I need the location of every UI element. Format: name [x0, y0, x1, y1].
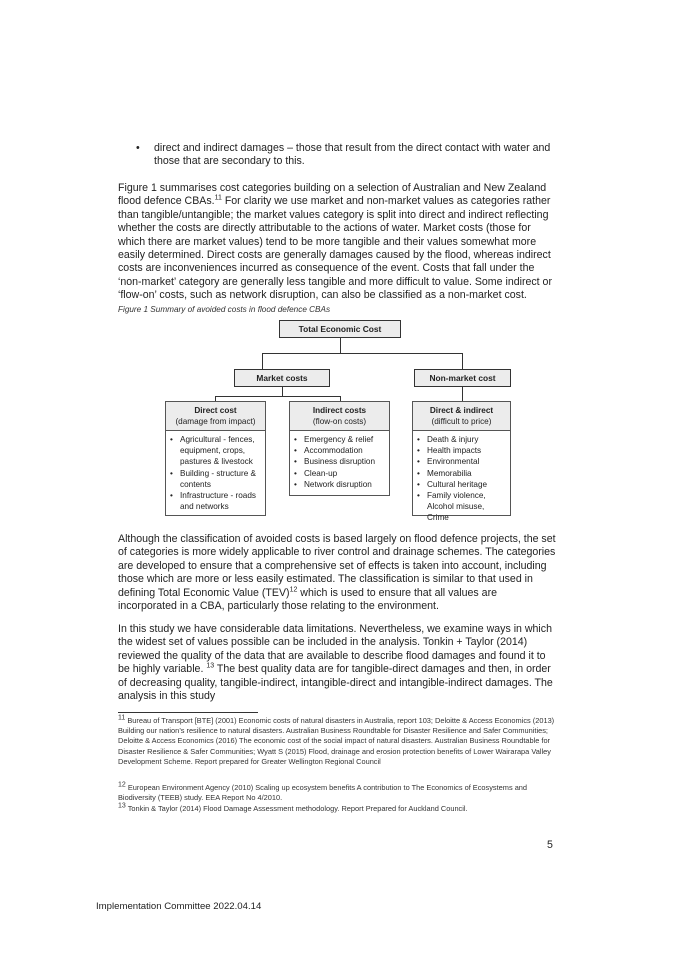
footnote-12: 12 European Environment Agency (2010) Scaling up ecosystem benefits A contribution to The Economics of Ecosystems and Biodiversity (TEEB) study. EEA Report No 4/2010. [118, 781, 528, 803]
list-item: • Cultural heritage [417, 479, 506, 490]
page-number: 5 [547, 839, 553, 851]
list-item: • Network disruption [294, 479, 385, 490]
footnote-ref-13[interactable]: 13 [206, 662, 215, 670]
list-item: • Business disruption [294, 456, 385, 467]
bullet-text: direct and indirect damages – those that result from the direct contact with water and those that are secondary to this. [154, 142, 551, 168]
connector-line [340, 396, 341, 401]
column-title: Indirect costs [312, 406, 367, 415]
direct-cost-column [165, 401, 266, 516]
column-subtitle: (damage from impact) [175, 417, 256, 426]
list-item: • Emergency & relief [294, 434, 385, 445]
total-economic-cost-box: Total Economic Cost [279, 320, 401, 338]
indirect-costs-column [289, 401, 390, 496]
list-item: • Health impacts [417, 445, 506, 456]
footnote-13: 13 Tonkin & Taylor (2014) Flood Damage Assessment methodology. Report Prepared for Auckland Council. [118, 802, 468, 813]
footnote-ref-11[interactable]: 11 [214, 194, 222, 202]
bullet-symbol: • [136, 142, 140, 154]
market-costs-box: Market costs [234, 369, 330, 387]
footnote-11: 11 Bureau of Transport [BTE] (2001) Economic costs of natural disasters in Australia, report 103; Deloitte & Access Economics (2013) Building our nation’s resilience to natural disasters. Australian Business Roundtable for Disaster Resilience and Safer Communities; Deloitte & Access Economics (2016) The economic cost of the social impact of natural disasters. Australian Business Roundtable for Disaster Resilience & Safer Communities; Wyatt S (2015) Flood, drainage and erosion protection benefits of Lower Wairarapa Valley Development Scheme. Report prepared for Greater Wellington Regional Council [118, 714, 555, 766]
connector-line [262, 353, 263, 369]
footnote-divider [118, 712, 258, 713]
footnote-ref-12[interactable]: 12 [289, 586, 298, 594]
list-item: • Building - structure & contents [170, 468, 261, 490]
list-item: • Infrastructure - roads and networks [170, 490, 261, 512]
connector-line [462, 353, 463, 369]
connector-line [215, 396, 216, 401]
figure-caption: Figure 1 Summary of avoided costs in flood defence CBAs [118, 305, 331, 314]
column-subtitle: (difficult to price) [431, 417, 492, 426]
connector-line [340, 338, 341, 353]
list-item: • Memorabilia [417, 468, 506, 479]
list-item: • Agricultural - fences, equipment, crops, pastures & livestock [170, 434, 261, 468]
column-subtitle: (flow-on costs) [312, 417, 367, 426]
list-item: • Environmental [417, 456, 506, 467]
direct-indirect-column [412, 401, 511, 523]
paragraph-1: Figure 1 summarises cost categories building on a selection of Australian and New Zealand flood defence CBAs.$^{11}$ For clarity we use market and non-market values as categories rather than tangible/untangible; the market values category is split into direct and indirect reflecting whether the costs are directly attributable to the actions of water. Market costs (those for which there are market values) tend to be more tangible and their values somewhat more easily determined. Direct costs are generally damages caused by the flood, whereas indirect costs are inconveniences incurred as consequence of the event. Costs that fall under the ‘non-market’ category are generally less tangible and more difficult to value. Some indirect or ‘flow-on’ costs, such as network disruption, can also be classified as a non-market cost. [118, 182, 552, 302]
connector-line [462, 387, 463, 401]
list-item: • Clean-up [294, 468, 385, 479]
column-title: Direct & indirect [429, 406, 494, 415]
paragraph-2: Although the classification of avoided costs is based largely on flood defence projects, the set of categories is more widely applicable to river control and drainage schemes. The categories are developed to ensure that a comprehensive set of effects is taken into account, including those which are more or less easily estimated. The classification is similar to that used in defining Total Economic Value (TEV)$^{12}$ which is used to ensure that all values are incorporated in a CBA, particularly those relating to the environment. [118, 533, 556, 613]
column-title: Direct cost [194, 406, 237, 415]
paragraph-3: In this study we have considerable data limitations. Nevertheless, we examine ways in which the widest set of values possible can be included in the analysis. Tonkin + Taylor (2014) reviewed the quality of the data that are available to describe flood damages and found it to be highly variable. $^{13}$ The best quality data are for tangible-direct damages and then, in order of decreasing quality, tangible-indirect, intangible-direct and intangible-indirect damages. The analysis in this study [118, 623, 553, 703]
connector-line [262, 353, 462, 354]
connector-line [215, 396, 341, 397]
page-footer: Implementation Committee 2022.04.14 [96, 901, 262, 912]
list-item: • Death & injury [417, 434, 506, 445]
non-market-cost-box: Non-market cost [414, 369, 511, 387]
list-item: • Accommodation [294, 445, 385, 456]
connector-line [282, 387, 283, 397]
list-item: • Family violence, Alcohol misuse, Crime [417, 490, 506, 524]
